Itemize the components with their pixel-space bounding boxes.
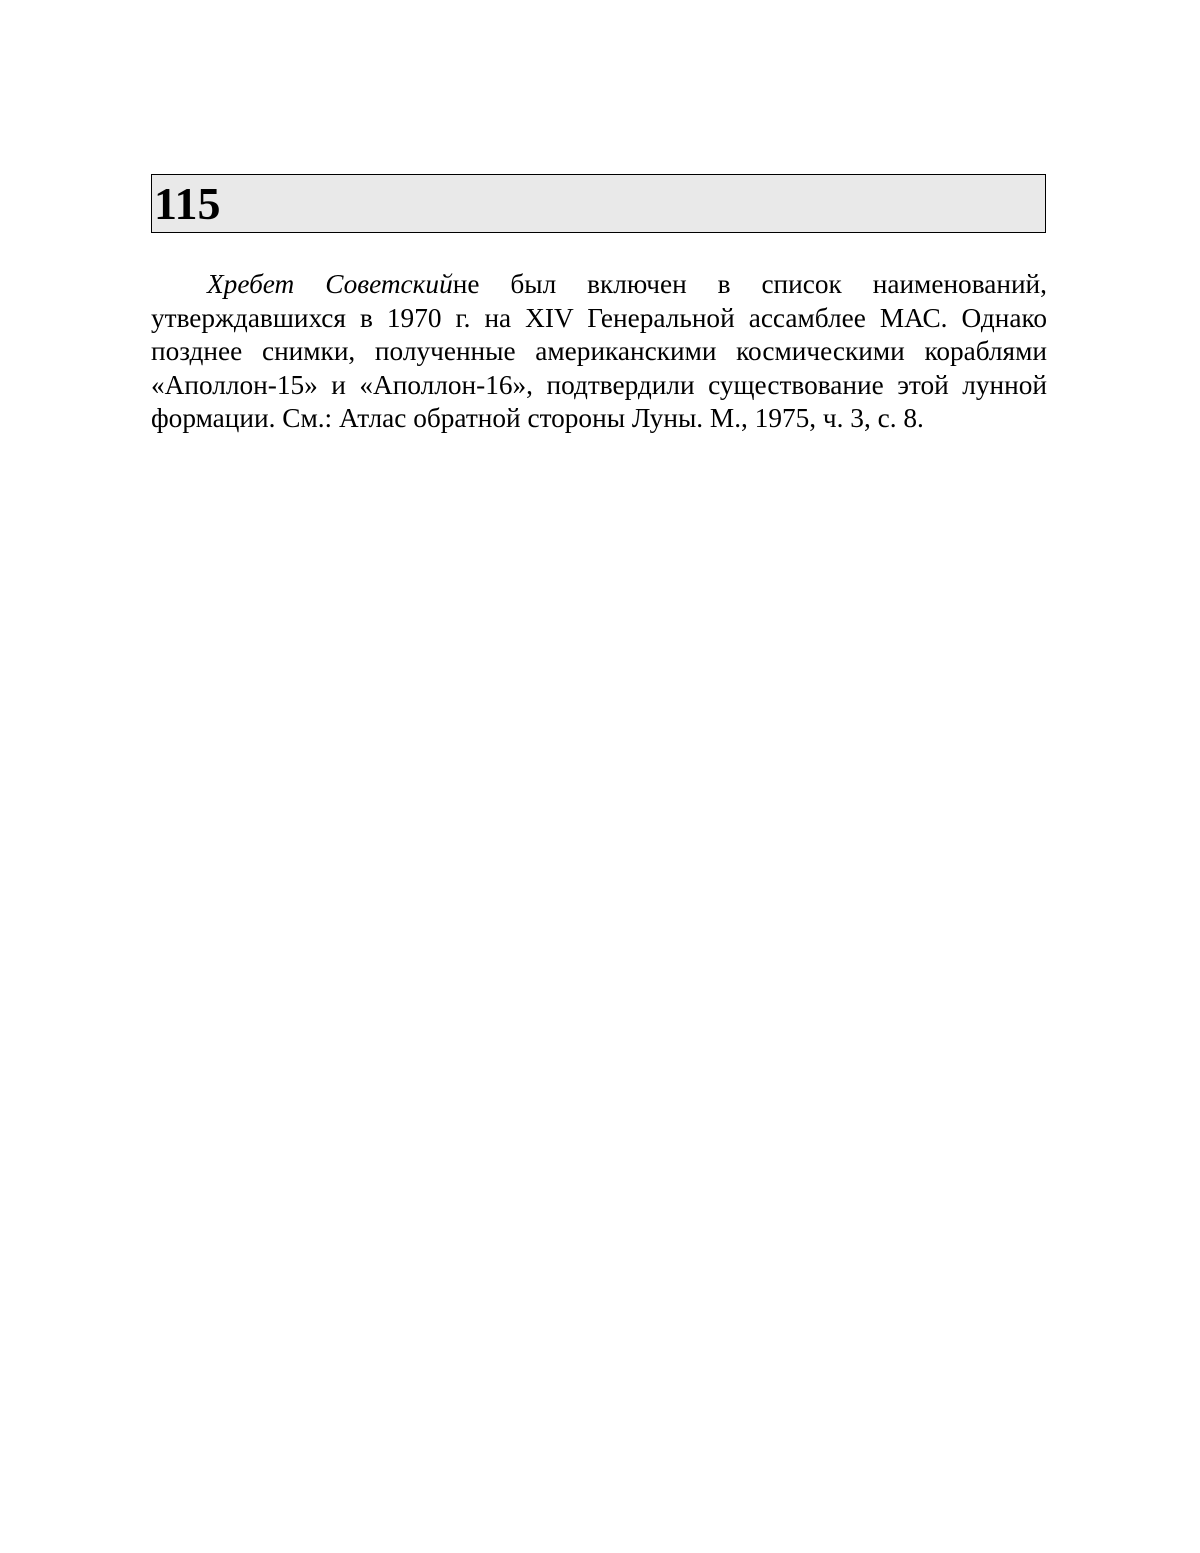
note-text: не был включен в список наименований, утверждавшихся в 1970 г. на XIV Генеральной ассамблее МАС. Однако позднее снимки, полученные американскими космическими кораблями «Аполлон-15» и «Аполлон-16», подтвердили существование этой лунной формации. См.: Атлас обратной стороны Луны. М., 1975, ч. 3, с. 8. xyxy=(151,269,1047,434)
note-number: 115 xyxy=(154,177,221,229)
note-header xyxy=(151,174,1046,233)
note-italic-term: Хребет Советский xyxy=(207,269,453,299)
note-paragraph xyxy=(151,268,1047,436)
